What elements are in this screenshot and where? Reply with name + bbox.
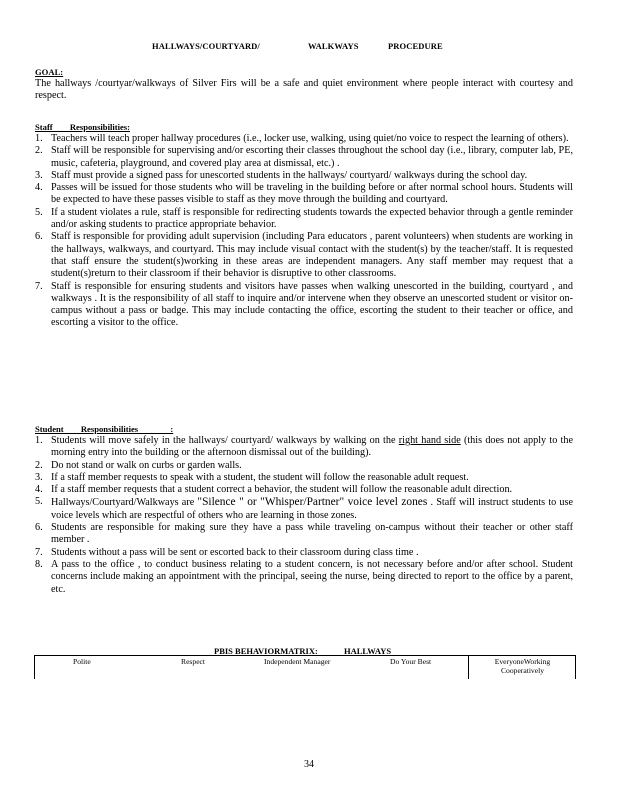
staff-item: 2. Staff will be responsible for supervising and/or escorting their classes throughout the school day (i.e., library, computer lab, PE, music, cafeteria, playground, and covered play area at dismissal, etc.) . xyxy=(35,145,573,169)
title-part-3: PROCEDURE xyxy=(388,41,443,51)
page-number: 34 xyxy=(304,759,314,770)
matrix-top-rule xyxy=(35,655,575,656)
staff-item: 6. Staff is responsible for providing adult supervision (including Para educators , parent volunteers) when students are working in the hallways, walkways, and courtyard. This may include visual contact with the student(s) by the teacher/staff. It is requested that staff ensure the student(s)working in these areas are independent managers. Any staff member may request that a student(s)return to their classroom if their behavior is disruptive to other classrooms. xyxy=(35,231,573,280)
staff-item: 1. Teachers will teach proper hallway procedures (i.e., locker use, walking, using quiet/no voice to respect the learning of others). xyxy=(35,133,569,144)
title-part-2: WALKWAYS xyxy=(308,41,359,51)
staff-item: 3. Staff must provide a signed pass for unescorted students in the hallways/ courtyard/ walkways during the school day. xyxy=(35,169,528,181)
matrix-col-polite: Polite xyxy=(73,657,91,666)
matrix-title-area: HALLWAYS xyxy=(344,646,392,656)
student-item: 4. If a staff member requests that a student correct a behavior, the student will follow the reasonable adult direction. xyxy=(35,484,513,496)
matrix-divider xyxy=(468,655,469,679)
voice-level-zones: "Silence " or "Whisper/Partner" voice level zones xyxy=(197,496,428,509)
student-item: 2. Do not stand or walk on curbs or garden walls. xyxy=(35,459,242,471)
staff-heading: Staff Responsibilities: xyxy=(35,122,131,132)
staff-item: 7. Staff is responsible for ensuring students and visitors have passes when walking unescorted in the building, courtyard , and walkways . It is the responsibility of all staff to inquire and/or intervene when they observe an unescorted student or visitor on-campus without a pass or badge. This may include contacting the office, escorting the student to their teacher or office, and escorting a visitor to the office. xyxy=(35,280,573,329)
matrix-col-do-your-best: Do Your Best xyxy=(390,657,432,666)
matrix-title-label: PBIS BEHAVIORMATRIX: xyxy=(214,646,318,656)
goal-heading: GOAL: xyxy=(35,67,64,77)
student-item: 6. Students are responsible for making sure they have a pass while traveling on-campus without their teacher or other staff member . xyxy=(35,522,573,546)
student-item: 7. Students without a pass will be sent or escorted back to their classroom during class time . xyxy=(35,546,419,558)
student-item: 3. If a staff member requests to speak with a student, the student will follow the reasonable adult request. xyxy=(35,471,469,483)
staff-section xyxy=(35,122,573,330)
student-heading: Student Responsibilities : xyxy=(35,424,174,434)
right-hand-side-emphasis: right hand side xyxy=(398,435,461,446)
student-item: 5. Hallways/Courtyard/Walkways are "Silence " or "Whisper/Partner" voice level zones . Staff will instruct students to use voice levels which are respectful of others who are learning in those zones. xyxy=(35,496,574,521)
title-part-1: HALLWAYS/COURTYARD/ xyxy=(152,41,260,51)
staff-item: 5. If a student violates a rule, staff is responsible for redirecting students towards the expected behavior through a gentle reminder and/or asking students to practice appropriate behavior. xyxy=(35,206,573,231)
matrix-col-respect: Respect xyxy=(181,657,206,666)
goal-section xyxy=(35,67,573,103)
goal-text: The hallways /courtyar/walkways of Silver Firs will be a safe and quiet environment where people interact with courtesy and respect. xyxy=(35,78,573,102)
student-item: 8. A pass to the office , to conduct business relating to a student concern, is not necessary before and/or after school. Student concerns include making an appointment with the principal, seeing the nurse, being directed to report to the office by a parent, etc. xyxy=(35,558,573,595)
matrix-col-independent-manager: Independent Manager xyxy=(264,657,331,666)
student-list xyxy=(35,435,573,596)
student-item: 1. Students will move safely in the hallways/ courtyard/ walkways by walking on the right hand side (this does not apply to the morning entry into the building or the afternoon dismissal out of the building). xyxy=(35,435,573,459)
staff-item: 4. Passes will be issued for those students who will be traveling in the building before or after normal school hours. Students will be expected to have these passes visible to staff as they move through the building and courtyard. xyxy=(35,182,573,206)
behavior-matrix xyxy=(34,655,576,679)
student-section xyxy=(35,424,573,596)
matrix-col-cooperatively: EveryoneWorking Cooperatively xyxy=(494,657,551,675)
staff-list xyxy=(35,133,573,330)
